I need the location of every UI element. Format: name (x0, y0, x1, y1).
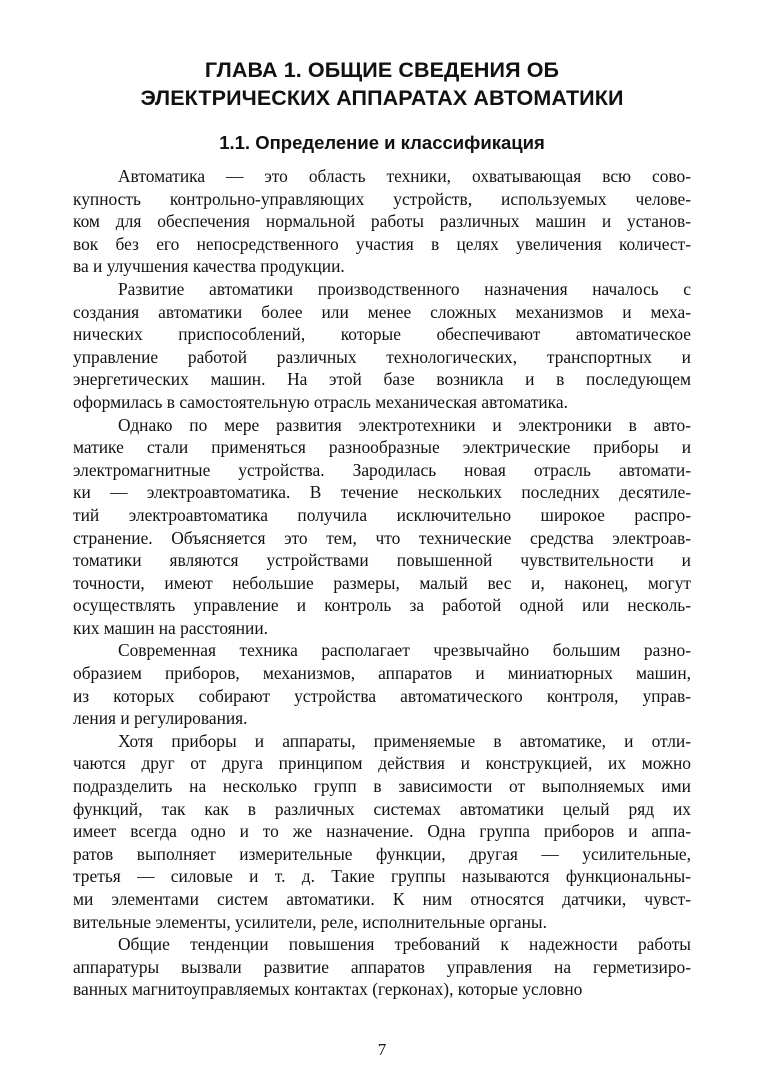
text-line: аппаратуры вызвали развитие аппаратов управления на герметизиро- (73, 956, 691, 977)
text-line: имеет всегда одно и то же назначение. Одна группа приборов и аппа- (73, 821, 691, 842)
chapter-title-line-1: ГЛАВА 1. ОБЩИЕ СВЕДЕНИЯ ОБ (204, 58, 560, 82)
book-page (73, 0, 691, 1079)
text-line: подразделить на несколько групп в зависимости от выполняемых ими (73, 776, 691, 797)
text-line: ратов выполняет измерительные функции, другая — усилительные, (73, 843, 691, 864)
text-line: ки — электроавтоматика. В течение нескольких последних десятиле- (73, 482, 691, 503)
text-line: Хотя приборы и аппараты, применяемые в автоматике, и отли- (118, 730, 691, 751)
page-number: 7 (377, 1040, 387, 1059)
text-line: создания автоматики более или менее сложных механизмов и меха- (73, 301, 691, 322)
paragraph (73, 165, 691, 278)
text-line: ванных магнитоуправляемых контактах (герконах), которые условно (73, 979, 583, 1000)
text-line: Общие тенденции повышения требований к надежности работы (118, 934, 691, 955)
paragraph (73, 414, 691, 640)
text-line: томатики являются устройствами повышенной чувствительности и (73, 550, 691, 571)
text-line: ва и улучшения качества продукции. (73, 256, 345, 277)
chapter-title (73, 56, 691, 112)
text-line: управление работой различных технологических, транспортных и (73, 346, 691, 367)
text-line: странение. Объясняется это тем, что технические средства электроав- (73, 527, 691, 548)
paragraph (73, 639, 691, 729)
text-line: купность контрольно-управляющих устройств, используемых челове- (73, 188, 691, 209)
text-line: электромагнитные устройства. Зародилась новая отрасль автомати- (73, 459, 691, 480)
text-line: ких машин на расстоянии. (73, 617, 268, 638)
text-line: нических приспособлений, которые обеспечивают автоматическое (73, 324, 691, 345)
text-line: ления и регулирования. (73, 708, 248, 729)
text-line: чаются друг от друга принципом действия и конструкцией, их можно (73, 753, 691, 774)
paragraph (73, 730, 691, 933)
text-line: Современная техника располагает чрезвычайно большим разно- (118, 640, 691, 661)
section-title: 1.1. Определение и классификация (219, 132, 545, 153)
text-line: образием приборов, механизмов, аппаратов и миниатюрных машин, (73, 663, 691, 684)
text-line: точности, имеют небольшие размеры, малый вес и, наконец, могут (73, 572, 691, 593)
text-line: ком для обеспечения нормальной работы различных машин и установ- (73, 211, 691, 232)
text-line: Однако по мере развития электротехники и электроники в авто- (118, 414, 691, 435)
text-line: Развитие автоматики производственного назначения началось с (118, 278, 691, 299)
text-line: матике стали применяться разнообразные электрические приборы и (73, 437, 691, 458)
text-line: вок без его непосредственного участия в целях увеличения количест- (73, 233, 691, 254)
text-line: вительные элементы, усилители, реле, исполнительные органы. (73, 911, 547, 932)
text-line: Автоматика — это область техники, охватывающая всю сово- (118, 166, 691, 186)
text-line: оформилась в самостоятельную отрасль механическая автоматика. (73, 391, 568, 412)
body-text (73, 165, 691, 1001)
paragraph (73, 278, 691, 414)
chapter-title-line-2: ЭЛЕКТРИЧЕСКИХ АППАРАТАХ АВТОМАТИКИ (140, 86, 624, 110)
text-line: из которых собирают устройства автоматического контроля, управ- (73, 685, 691, 706)
text-line: энергетических машин. На этой базе возникла и в последующем (73, 369, 691, 390)
paragraph (73, 933, 691, 1001)
text-line: осуществлять управление и контроль за работой одной или несколь- (73, 595, 691, 616)
text-line: функций, так как в различных системах автоматики целый ряд их (73, 798, 691, 819)
text-line: ми элементами систем автоматики. К ним относятся датчики, чувст- (73, 889, 691, 909)
text-line: третья — силовые и т. д. Такие группы называются функциональны- (73, 866, 691, 887)
text-line: тий электроавтоматика получила исключительно широкое распро- (73, 504, 691, 525)
